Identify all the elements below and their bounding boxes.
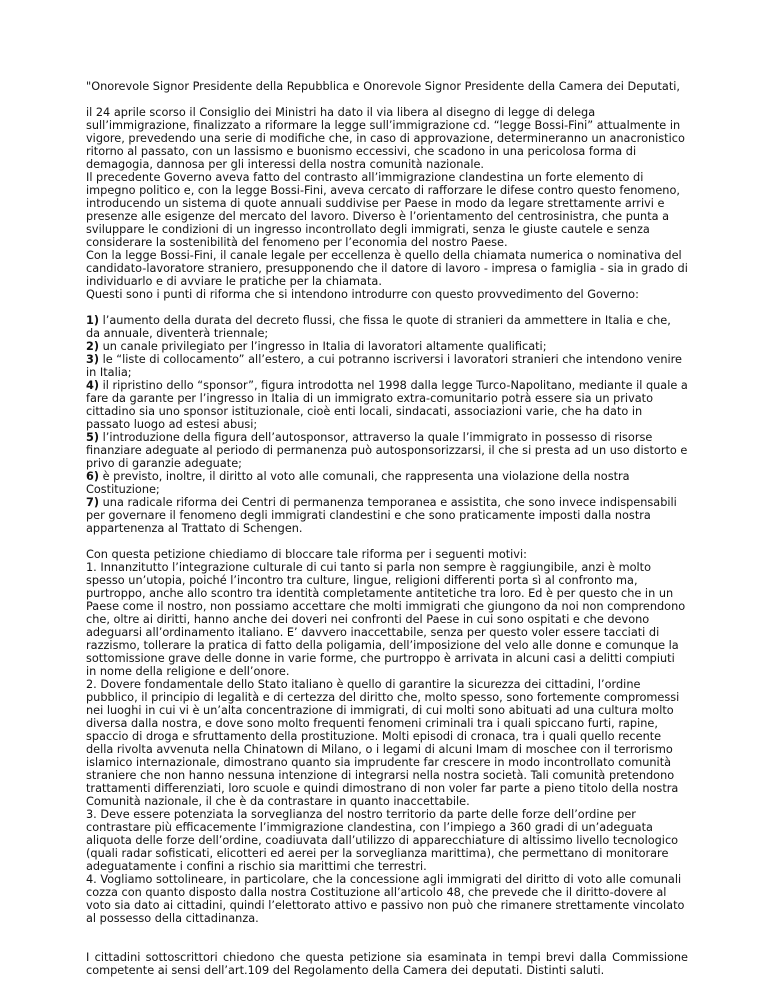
motive-paragraph: 2. Dovere fondamentale dello Stato italiano è quello di garantire la sicurezza dei cittadini, l’ordine pubblico, il principio di legalità e di certezza del diritto che, molto spesso, sono fortemente compromessi nei luoghi in cui vi è un’alta concentrazione di immigrati, di cui molti sono abituati ad una cultura molto diversa dalla nostra, e dove sono molto frequenti fenomeni criminali tra i quali spiccano furti, rapine, spaccio di droga e sfruttamento della prostituzione. Molti episodi di cronaca, tra i quali quello recente della rivolta avvenuta nella Chinatown di Milano, o i legami di alcuni Imam di moschee con il terrorismo islamico internazionale, dimostrano quanto sia imprudente far crescere in modo incontrollato comunità straniere che non hanno nessuna intenzione di integrarsi nella nostra società. Tali comunità pretendono trattamenti differenziati, loro scuole e quindi dimostrano di non voler far parte a pieno titolo della nostra Comunità nazionale, il che è da contrastare in quanto inaccettabile. [86,678,680,808]
item-text: il ripristino dello “sponsor”, figura introdotta nel 1998 dalla legge Turco-Napolitano, mediante il quale a fare da garante per l’ingresso in Italia di un immigrato extra-comunitario potrà essere sia un privato cittadino sia uno sponsor istituzionale, cioè enti locali, sindacati, associazioni varie, che ha dato in passato luogo ad estesi abusi; [86,379,688,431]
salutation: "Onorevole Signor Presidente della Repubblica e Onorevole Signor Presidente della Camera dei Deputati, [86,80,681,93]
item-number: 7) [86,496,100,509]
motives-section [86,548,688,925]
item-number: 6) [86,470,100,483]
intro-paragraph: Questi sono i punti di riforma che si intendono introdurre con questo provvedimento del Governo: [86,288,639,301]
list-item [86,340,688,353]
item-text: l’introduzione della figura dell’autosponsor, attraverso la quale l’immigrato in possesso di risorse finanziare adeguate al periodo di permanenza può autosponsorizzarsi, il che si presta ad un uso distorto e privo di garanzie adeguate; [86,431,688,470]
intro-section [86,106,688,301]
closing-paragraph: I cittadini sottoscrittori chiedono che questa petizione sia esaminata in tempi brevi dalla Commissione competente ai sensi dell’art.109 del Regolamento della Camera dei deputati. Distinti saluti. [86,951,688,977]
item-number: 4) [86,379,100,392]
list-item [86,431,688,470]
list-item [86,496,688,535]
item-number: 3) [86,353,100,366]
item-number: 2) [86,340,100,353]
item-text: l’aumento della durata del decreto flussi, che fissa le quote di stranieri da ammettere in Italia e che, da annuale, diventerà triennale; [86,314,671,340]
petition-intro: Con questa petizione chiediamo di bloccare tale riforma per i seguenti motivi: [86,548,527,561]
intro-paragraph: Il precedente Governo aveva fatto del contrasto all’immigrazione clandestina un forte elemento di impegno politico e, con la legge Bossi-Fini, aveva cercato di rafforzare le difese contro questo fenomeno, introducendo un sistema di quote annuali suddivise per Paese in modo da legare strettamente arrivi e presenze alle esigenze del mercato del lavoro. Diverso è l’orientamento del centrosinistra, che punta a sviluppare le condizioni di un ingresso incontrollato degli immigrati, senza le giuste cautele e senza considerare la sostenibilità del fenomeno per l’economia del nostro Paese. [86,171,680,249]
item-text: una radicale riforma dei Centri di permanenza temporanea e assistita, che sono invece indispensabili per governare il fenomeno degli immigrati clandestini e che sono praticamente imposti dalla nostra appartenenza al Trattato di Schengen. [86,496,677,535]
item-text: le “liste di collocamento” all’estero, a cui potranno iscriversi i lavoratori stranieri che intendono venire in Italia; [86,353,683,379]
item-text: un canale privilegiato per l’ingresso in Italia di lavoratori altamente qualificati; [99,340,547,353]
motive-paragraph: 4. Vogliamo sottolineare, in particolare, che la concessione agli immigrati del diritto di voto alle comunali cozza con quanto disposto dalla nostra Costituzione all’articolo 48, che prevede che il diritto-dovere al voto sia dato ai cittadini, quindi l’elettorato attivo e passivo non può che rimanere strettamente vincolato al possesso della cittadinanza. [86,873,685,925]
list-item [86,379,688,431]
item-number: 1) [86,314,100,327]
motive-paragraph: 1. Innanzitutto l’integrazione culturale di cui tanto si parla non sempre è raggiungibile, anzi è molto spesso un’utopia, poiché l’incontro tra culture, lingue, religioni differenti porta sì al confronto ma, purtroppo, anche allo scontro tra identità completamente antitetiche tra loro. Ed è per questo che in un Paese come il nostro, non possiamo accettare che molti immigrati che giungono da noi non comprendono che, oltre ai diritti, hanno anche dei doveri nei confronti del Paese in cui sono ospitati e che devono adeguarsi all’ordinamento italiano. E’ davvero inaccettabile, senza per questo voler essere tacciati di razzismo, tollerare la pratica di fatto della poligamia, dell’imposizione del velo alle donne e comunque la sottomissione grave delle donne in varie forme, che purtroppo è arrivata in alcuni casi a delitti compiuti in nome della religione e dell’onore. [86,561,686,678]
list-item [86,353,688,379]
list-item [86,314,688,340]
list-item [86,470,688,496]
intro-paragraph: il 24 aprile scorso il Consiglio dei Ministri ha dato il via libera al disegno di legge di delega sull’immigrazione, finalizzato a riformare la legge sull’immigrazione cd. “legge Bossi-Fini” attualmente in vigore, prevedendo una serie di modifiche che, in caso di approvazione, determineranno un anacronistico ritorno al passato, con un lassismo e buonismo eccessivi, che scadono in una pericolosa forma di demagogia, dannosa per gli interessi della nostra comunità nazionale. [86,106,685,171]
item-number: 5) [86,431,100,444]
reform-points-list [86,314,688,535]
motive-paragraph: 3. Deve essere potenziata la sorveglianza del nostro territorio da parte delle forze dell’ordine per contrastare più efficacemente l’immigrazione clandestina, con l’impiego a 360 gradi di un’adeguata aliquota delle forze dell’ordine, coadiuvata dall’utilizzo di apparecchiature di altissimo livello tecnologico (quali radar sofisticati, elicotteri ed aerei per la sorveglianza marittima), che permettano di monitorare adeguatamente i confini a rischio sia marittimi che terrestri. [86,808,679,873]
intro-paragraph: Con la legge Bossi-Fini, il canale legale per eccellenza è quello della chiamata numerica o nominativa del candidato-lavoratore straniero, presupponendo che il datore di lavoro - impresa o famiglia - sia in grado di individuarlo e di avviare le pratiche per la chiamata. [86,249,688,288]
item-text: è previsto, inoltre, il diritto al voto alle comunali, che rappresenta una violazione della nostra Costituzione; [86,470,630,496]
